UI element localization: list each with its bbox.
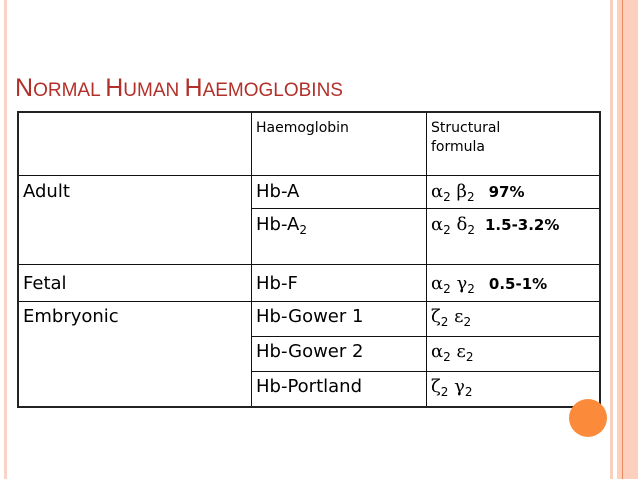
- greek-chain: α: [431, 341, 444, 362]
- percent: 0.5-1%: [488, 275, 548, 293]
- hb-name: Hb-Gower 1: [256, 306, 364, 327]
- subscript: 2: [443, 190, 451, 204]
- slide-title: [15, 74, 343, 103]
- subscript: 2: [443, 350, 451, 364]
- subscript: 2: [443, 223, 451, 237]
- title-text: ORMAL: [33, 80, 106, 101]
- subscript: 2: [466, 190, 475, 204]
- hb-name: Hb-Gower 2: [256, 341, 364, 362]
- formula-cell: [427, 265, 601, 302]
- subscript: 2: [443, 282, 451, 296]
- hb-cell: [252, 265, 427, 302]
- subscript: 2: [467, 282, 475, 296]
- formula-cell: [427, 372, 601, 407]
- hb-cell: [252, 337, 427, 372]
- group-cell-embryonic: Embryonic: [18, 302, 252, 407]
- hb-name: Hb-F: [256, 273, 298, 294]
- title-text: UMAN: [123, 80, 185, 101]
- header-line: formula: [431, 139, 485, 155]
- haemoglobin-table: [17, 111, 601, 408]
- subscript: 2: [467, 223, 475, 237]
- right-border-line: [610, 0, 613, 479]
- greek-chain: γ: [448, 376, 465, 397]
- subscript: 2: [465, 350, 474, 364]
- subscript: 2: [440, 315, 449, 329]
- right-decor-band-line: [622, 0, 623, 479]
- group-cell-fetal: Fetal: [18, 265, 252, 302]
- subscript: 2: [463, 315, 472, 329]
- header-line: Structural: [431, 120, 501, 136]
- table-row: [18, 302, 600, 337]
- formula-cell: [427, 176, 601, 209]
- left-border-line: [4, 0, 7, 479]
- title-letter: N: [15, 74, 34, 102]
- greek-chain: α: [431, 181, 444, 202]
- table-header-row: [18, 112, 600, 176]
- formula-cell: [427, 209, 601, 265]
- title-text: AEMOGLOBINS: [202, 80, 343, 101]
- hb-cell: [252, 302, 427, 337]
- header-cell-empty: [18, 112, 252, 176]
- hb-cell: [252, 209, 427, 265]
- greek-chain: β: [450, 181, 467, 202]
- percent: 1.5-3.2%: [485, 216, 560, 234]
- table-row: [18, 265, 600, 302]
- decorative-orange-dot-icon: [569, 399, 607, 437]
- greek-chain: α: [431, 273, 444, 294]
- hb-name: Hb-Portland: [256, 376, 363, 397]
- title-letter: H: [184, 74, 203, 102]
- percent: 97%: [488, 183, 525, 201]
- subscript: 2: [440, 385, 449, 399]
- subscript: 2: [299, 223, 308, 237]
- greek-chain: ε: [448, 306, 464, 327]
- hb-cell: [252, 176, 427, 209]
- header-cell-haemoglobin: Haemoglobin: [252, 112, 427, 176]
- group-cell-adult: Adult: [18, 176, 252, 265]
- subscript: 2: [464, 385, 473, 399]
- greek-chain: ζ: [431, 376, 441, 397]
- greek-chain: γ: [450, 273, 468, 294]
- greek-chain: α: [431, 214, 444, 235]
- greek-chain: δ: [450, 214, 468, 235]
- hb-name: Hb-A: [256, 214, 300, 235]
- formula-cell: [427, 302, 601, 337]
- greek-chain: ζ: [431, 306, 441, 327]
- title-letter: H: [105, 74, 124, 102]
- formula-cell: [427, 337, 601, 372]
- table-row: [18, 176, 600, 209]
- hb-name: Hb-A: [256, 181, 300, 202]
- right-decor-band: [617, 0, 638, 479]
- greek-chain: ε: [450, 341, 466, 362]
- header-cell-structural-formula: [427, 112, 601, 176]
- hb-cell: [252, 372, 427, 407]
